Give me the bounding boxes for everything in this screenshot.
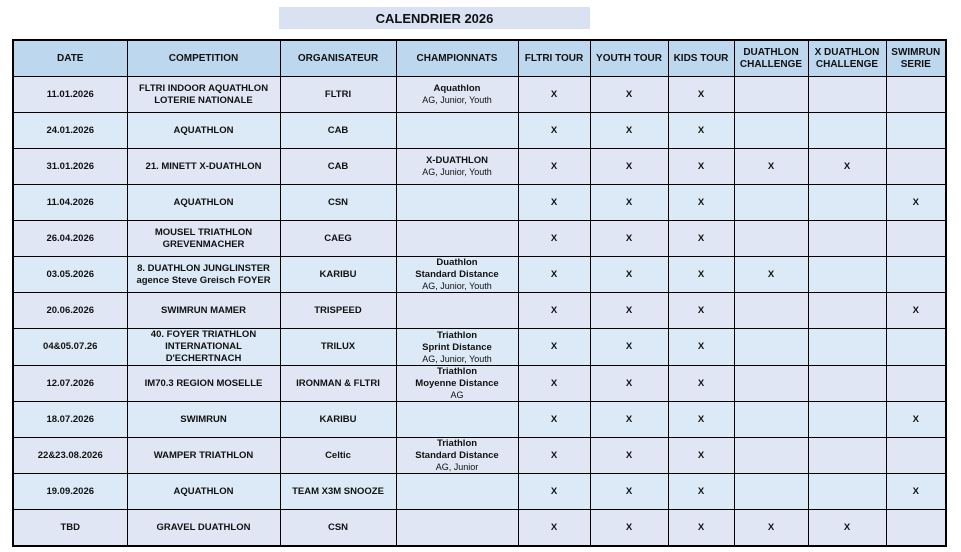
championnat-label: Triathlon — [436, 329, 478, 341]
cell-date: 04&05.07.26 — [13, 329, 127, 366]
cell-youth-tour: X — [590, 438, 668, 474]
cell-kids-tour: X — [668, 438, 734, 474]
cell-date: 18.07.2026 — [13, 402, 127, 438]
championnat-categories: AG, Junior, Youth — [422, 281, 492, 291]
cell-youth-tour: X — [590, 221, 668, 257]
header-kids-tour: KIDS TOUR — [668, 40, 734, 77]
cell-x-duathlon-challenge — [808, 113, 886, 149]
cell-championnats — [396, 474, 518, 510]
cell-swimrun-serie: X — [886, 185, 946, 221]
cell-organisateur: CAEG — [280, 221, 396, 257]
cell-swimrun-serie — [886, 149, 946, 185]
cell-fltri-tour: X — [518, 366, 590, 402]
cell-swimrun-serie — [886, 221, 946, 257]
cell-kids-tour: X — [668, 474, 734, 510]
cell-duathlon-challenge — [734, 113, 808, 149]
cell-duathlon-challenge: X — [734, 257, 808, 293]
header-championnats: CHAMPIONNATS — [396, 40, 518, 77]
table-row — [13, 77, 946, 113]
cell-kids-tour: X — [668, 77, 734, 113]
cell-x-duathlon-challenge — [808, 257, 886, 293]
cell-fltri-tour: X — [518, 185, 590, 221]
cell-x-duathlon-challenge — [808, 366, 886, 402]
cell-fltri-tour: X — [518, 510, 590, 547]
cell-youth-tour: X — [590, 113, 668, 149]
cell-organisateur: TEAM X3M SNOOZE — [280, 474, 396, 510]
cell-duathlon-challenge — [734, 185, 808, 221]
cell-competition: GRAVEL DUATHLON — [127, 510, 280, 547]
cell-x-duathlon-challenge — [808, 185, 886, 221]
cell-championnats — [396, 77, 518, 113]
championnat-label: Sprint Distance — [422, 341, 492, 353]
table-row — [13, 113, 946, 149]
championnat-label: Aquathlon — [433, 83, 481, 94]
header-swimrun-serie: SWIMRUN SERIE — [886, 40, 946, 77]
cell-kids-tour: X — [668, 510, 734, 547]
cell-youth-tour: X — [590, 474, 668, 510]
cell-youth-tour: X — [590, 293, 668, 329]
cell-x-duathlon-challenge — [808, 438, 886, 474]
cell-championnats — [396, 257, 518, 293]
cell-fltri-tour: X — [518, 77, 590, 113]
cell-x-duathlon-challenge — [808, 402, 886, 438]
header-youth-tour: YOUTH TOUR — [590, 40, 668, 77]
cell-duathlon-challenge — [734, 329, 808, 366]
header-fltri-tour: FLTRI TOUR — [518, 40, 590, 77]
cell-organisateur: Celtic — [280, 438, 396, 474]
table-row — [13, 149, 946, 185]
cell-fltri-tour: X — [518, 221, 590, 257]
cell-swimrun-serie: X — [886, 474, 946, 510]
header-organisateur: ORGANISATEUR — [280, 40, 396, 77]
cell-swimrun-serie — [886, 113, 946, 149]
header-duathlon-challenge: DUATHLON CHALLENGE — [734, 40, 808, 77]
cell-championnats — [396, 438, 518, 474]
cell-competition: SWIMRUN MAMER — [127, 293, 280, 329]
header-row — [13, 40, 946, 77]
table-row — [13, 366, 946, 402]
cell-youth-tour: X — [590, 149, 668, 185]
cell-competition: 8. DUATHLON JUNGLINSTER agence Steve Greisch FOYER — [127, 257, 280, 293]
cell-x-duathlon-challenge — [808, 329, 886, 366]
cell-championnats — [396, 402, 518, 438]
cell-swimrun-serie: X — [886, 402, 946, 438]
cell-fltri-tour: X — [518, 474, 590, 510]
cell-championnats — [396, 149, 518, 185]
championnat-categories: AG, Junior, Youth — [422, 353, 492, 364]
cell-date: 11.01.2026 — [13, 77, 127, 113]
cell-duathlon-challenge — [734, 366, 808, 402]
championnat-categories: AG — [450, 390, 464, 400]
cell-competition: IM70.3 REGION MOSELLE — [127, 366, 280, 402]
cell-date: 22&23.08.2026 — [13, 438, 127, 474]
table-row — [13, 185, 946, 221]
cell-youth-tour: X — [590, 257, 668, 293]
cell-swimrun-serie — [886, 329, 946, 366]
cell-date: 31.01.2026 — [13, 149, 127, 185]
cell-youth-tour: X — [590, 185, 668, 221]
cell-date: 20.06.2026 — [13, 293, 127, 329]
championnat-label: Duathlon — [436, 257, 478, 268]
cell-youth-tour: X — [590, 329, 668, 366]
cell-x-duathlon-challenge: X — [808, 510, 886, 547]
championnat-label: Standard Distance — [415, 269, 499, 280]
calendar-title: CALENDRIER 2026 — [279, 7, 590, 29]
cell-swimrun-serie — [886, 257, 946, 293]
header-competition: COMPETITION — [127, 40, 280, 77]
table-row — [13, 221, 946, 257]
cell-kids-tour: X — [668, 221, 734, 257]
cell-x-duathlon-challenge: X — [808, 149, 886, 185]
cell-competition: FLTRI INDOOR AQUATHLON LOTERIE NATIONALE — [127, 77, 280, 113]
cell-duathlon-challenge — [734, 474, 808, 510]
cell-date: 19.09.2026 — [13, 474, 127, 510]
cell-date: 12.07.2026 — [13, 366, 127, 402]
header-x-duathlon-challenge: X DUATHLON CHALLENGE — [808, 40, 886, 77]
cell-youth-tour: X — [590, 510, 668, 547]
cell-fltri-tour: X — [518, 257, 590, 293]
cell-competition: 40. FOYER TRIATHLON INTERNATIONAL D'ECHERTNACH — [127, 329, 280, 366]
cell-kids-tour: X — [668, 149, 734, 185]
championnat-label: Standard Distance — [415, 450, 499, 461]
cell-championnats — [396, 329, 518, 366]
championnat-categories: AG, Junior, Youth — [422, 167, 492, 177]
cell-championnats — [396, 366, 518, 402]
cell-organisateur: CAB — [280, 149, 396, 185]
table-row — [13, 257, 946, 293]
cell-competition: 21. MINETT X-DUATHLON — [127, 149, 280, 185]
cell-x-duathlon-challenge — [808, 77, 886, 113]
cell-fltri-tour: X — [518, 329, 590, 366]
cell-date: 11.04.2026 — [13, 185, 127, 221]
cell-swimrun-serie — [886, 366, 946, 402]
cell-duathlon-challenge — [734, 77, 808, 113]
cell-championnats — [396, 221, 518, 257]
cell-kids-tour: X — [668, 402, 734, 438]
cell-organisateur: TRILUX — [280, 329, 396, 366]
cell-organisateur: KARIBU — [280, 402, 396, 438]
cell-organisateur: FLTRI — [280, 77, 396, 113]
cell-swimrun-serie: X — [886, 293, 946, 329]
cell-fltri-tour: X — [518, 113, 590, 149]
cell-fltri-tour: X — [518, 149, 590, 185]
cell-duathlon-challenge — [734, 221, 808, 257]
cell-swimrun-serie — [886, 510, 946, 547]
cell-duathlon-challenge — [734, 438, 808, 474]
cell-fltri-tour: X — [518, 402, 590, 438]
cell-date: TBD — [13, 510, 127, 547]
cell-youth-tour: X — [590, 366, 668, 402]
header-date: DATE — [13, 40, 127, 77]
championnat-label: Triathlon — [436, 438, 478, 449]
cell-x-duathlon-challenge — [808, 221, 886, 257]
championnat-label: Moyenne Distance — [415, 378, 499, 389]
cell-competition: AQUATHLON — [127, 185, 280, 221]
calendar-table — [12, 39, 947, 547]
cell-swimrun-serie — [886, 77, 946, 113]
cell-swimrun-serie — [886, 438, 946, 474]
cell-organisateur: CSN — [280, 510, 396, 547]
cell-championnats — [396, 185, 518, 221]
cell-organisateur: CSN — [280, 185, 396, 221]
cell-fltri-tour: X — [518, 438, 590, 474]
cell-championnats — [396, 293, 518, 329]
cell-organisateur: TRISPEED — [280, 293, 396, 329]
championnat-categories: AG, Junior — [435, 462, 479, 472]
cell-kids-tour: X — [668, 185, 734, 221]
cell-kids-tour: X — [668, 329, 734, 366]
calendar-body — [13, 77, 946, 547]
cell-competition: WAMPER TRIATHLON — [127, 438, 280, 474]
cell-duathlon-challenge — [734, 402, 808, 438]
cell-kids-tour: X — [668, 366, 734, 402]
cell-kids-tour: X — [668, 293, 734, 329]
cell-duathlon-challenge: X — [734, 149, 808, 185]
table-row — [13, 329, 946, 366]
cell-competition: SWIMRUN — [127, 402, 280, 438]
cell-competition: AQUATHLON — [127, 474, 280, 510]
cell-youth-tour: X — [590, 77, 668, 113]
cell-x-duathlon-challenge — [808, 293, 886, 329]
cell-organisateur: CAB — [280, 113, 396, 149]
cell-competition: MOUSEL TRIATHLON GREVENMACHER — [127, 221, 280, 257]
cell-date: 24.01.2026 — [13, 113, 127, 149]
cell-organisateur: IRONMAN & FLTRI — [280, 366, 396, 402]
table-row — [13, 474, 946, 510]
cell-date: 26.04.2026 — [13, 221, 127, 257]
cell-kids-tour: X — [668, 113, 734, 149]
cell-duathlon-challenge: X — [734, 510, 808, 547]
cell-championnats — [396, 113, 518, 149]
cell-duathlon-challenge — [734, 293, 808, 329]
table-row — [13, 510, 946, 547]
cell-kids-tour: X — [668, 257, 734, 293]
cell-youth-tour: X — [590, 402, 668, 438]
table-row — [13, 438, 946, 474]
championnat-categories: AG, Junior, Youth — [422, 95, 492, 105]
cell-competition: AQUATHLON — [127, 113, 280, 149]
table-row — [13, 402, 946, 438]
cell-fltri-tour: X — [518, 293, 590, 329]
cell-date: 03.05.2026 — [13, 257, 127, 293]
championnat-label: Triathlon — [436, 366, 478, 377]
cell-x-duathlon-challenge — [808, 474, 886, 510]
cell-organisateur: KARIBU — [280, 257, 396, 293]
table-row — [13, 293, 946, 329]
championnat-label: X-DUATHLON — [425, 155, 489, 166]
cell-championnats — [396, 510, 518, 547]
